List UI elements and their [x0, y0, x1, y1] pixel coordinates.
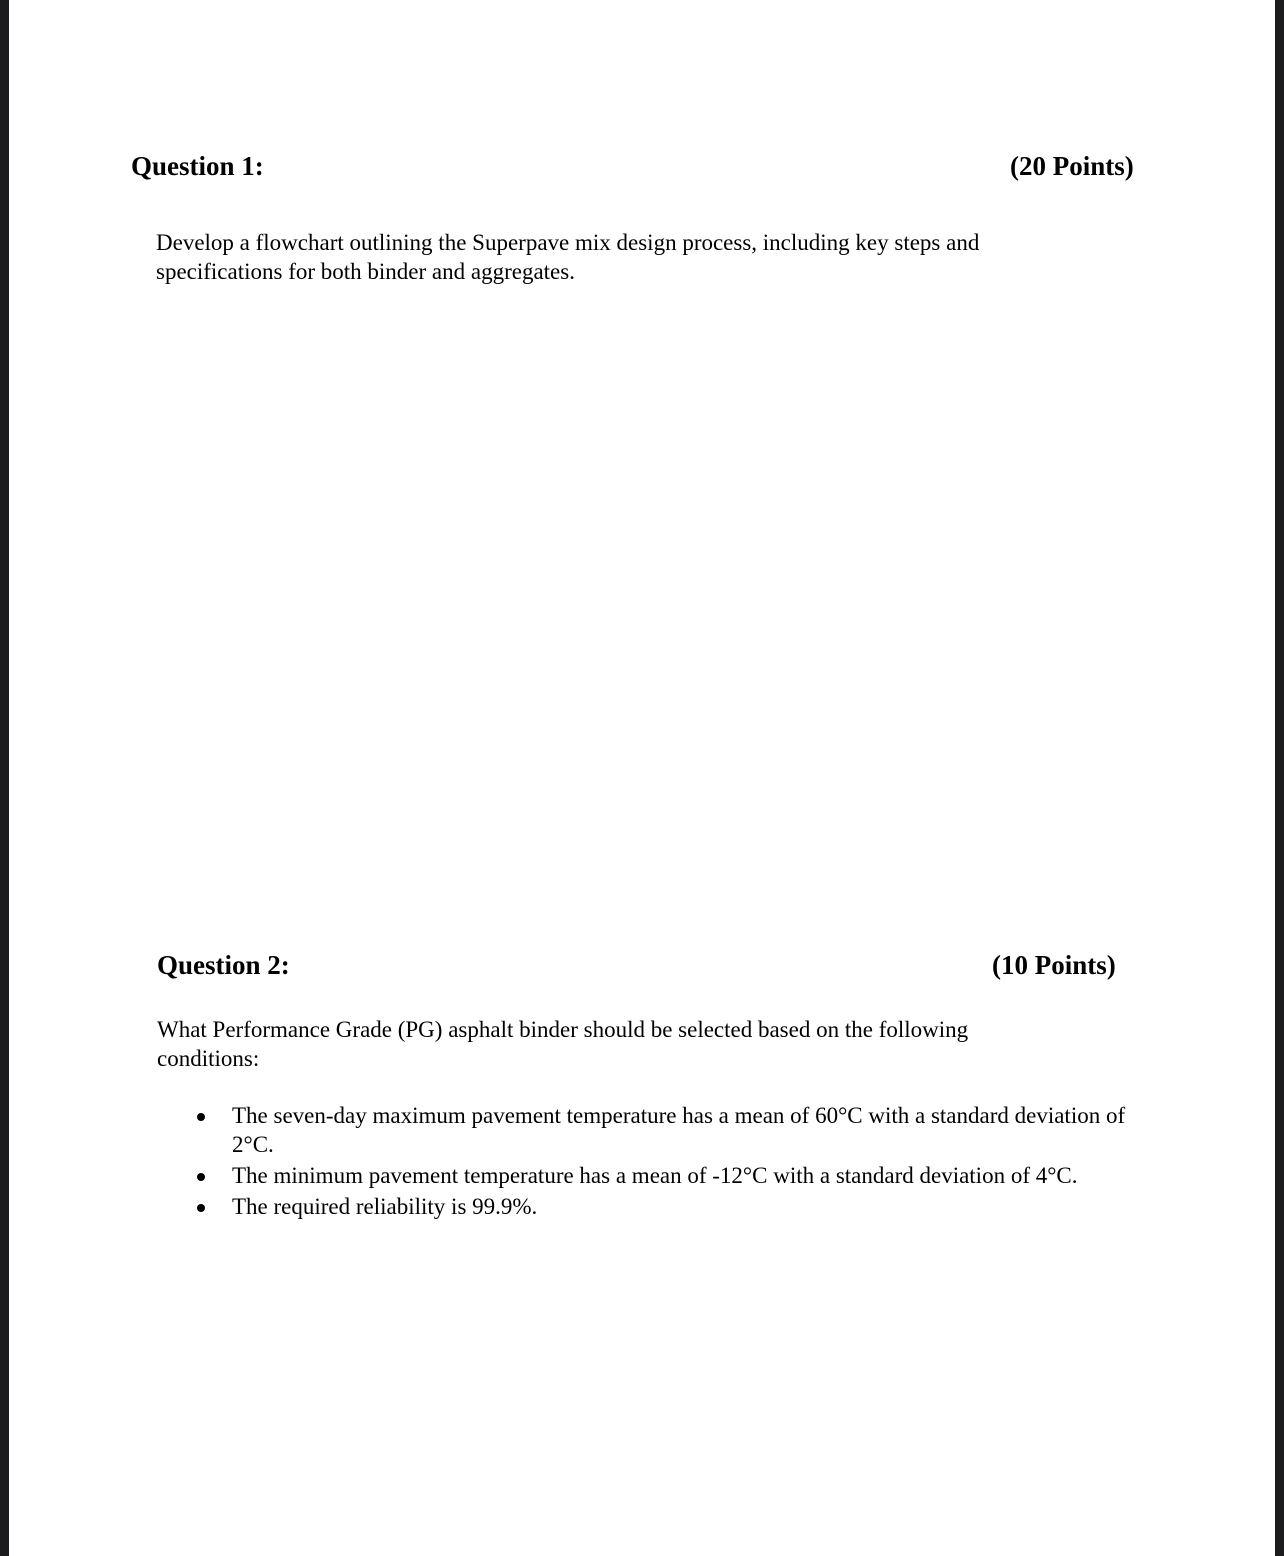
- list-item: [179, 1101, 1129, 1159]
- question-2-title: Question 2:: [157, 950, 290, 980]
- question-1-text: Develop a flowchart outlining the Superpave mix design process, including key steps and specifications for both binder and aggregates.: [156, 230, 980, 284]
- document-page: [9, 0, 1275, 1556]
- question-1-title: Question 1:: [131, 151, 264, 181]
- conditions-list: [179, 1101, 1129, 1223]
- bullet-icon: [197, 1113, 205, 1121]
- list-item-text: The minimum pavement temperature has a mean of -12°C with a standard deviation of 4°C.: [232, 1163, 1078, 1188]
- bullet-icon: [197, 1173, 205, 1181]
- bullet-icon: [197, 1204, 205, 1212]
- question-2-text: What Performance Grade (PG) asphalt binder should be selected based on the following conditions:: [157, 1017, 969, 1071]
- list-item-text: The seven-day maximum pavement temperature has a mean of 60°C with a standard deviation of 2°C.: [232, 1103, 1126, 1157]
- list-item-text: The required reliability is 99.9%.: [232, 1194, 538, 1219]
- question-2-points: (10 Points): [992, 950, 1116, 980]
- question-1-points: (20 Points): [1010, 151, 1134, 181]
- list-item: [179, 1192, 1129, 1221]
- list-item: [179, 1161, 1129, 1190]
